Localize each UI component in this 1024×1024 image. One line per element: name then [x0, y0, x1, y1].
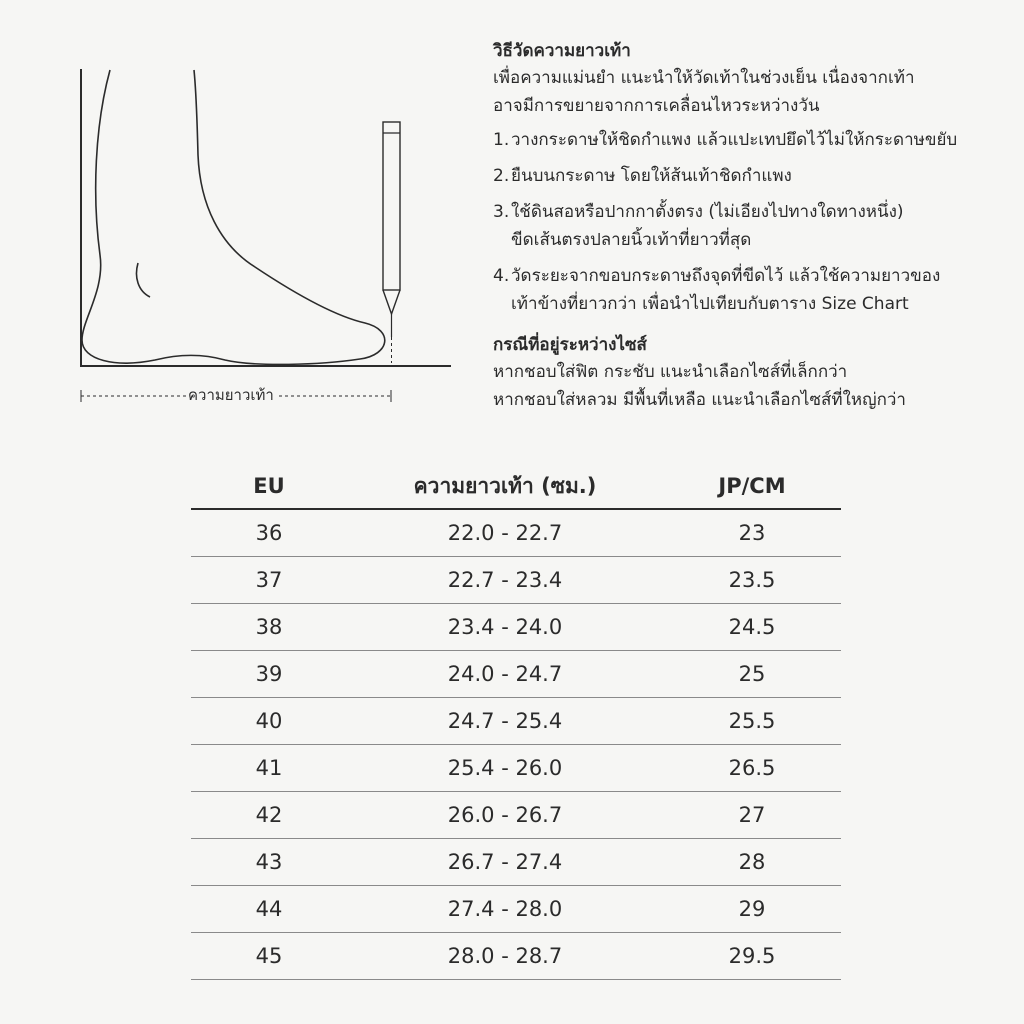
- foot-length-cell: 23.4 - 24.0: [347, 604, 663, 651]
- between-sizes-line: หากชอบใส่ฟิต กระชับ แนะนำเลือกไซส์ที่เล็กกว่า: [493, 362, 848, 382]
- steps-list: [493, 126, 993, 318]
- between-sizes-line: หากชอบใส่หลวม มีพื้นที่เหลือ แนะนำเลือกไซส์ที่ใหญ่กว่า: [493, 390, 906, 410]
- step-line: เท้าข้างที่ยาวกว่า เพื่อนำไปเทียบกับตาราง Size Chart: [511, 294, 909, 314]
- jp-cm-cell: 27: [663, 792, 841, 839]
- step-number: 1.: [493, 130, 510, 150]
- step-item: [493, 162, 993, 190]
- step-line: วางกระดาษให้ชิดกำแพง แล้วแปะเทปยึดไว้ไม่ให้กระดาษขยับ: [511, 130, 958, 150]
- intro-line: อาจมีการขยายจากการเคลื่อนไหวระหว่างวัน: [493, 96, 820, 116]
- table-row: [191, 604, 841, 651]
- eu-size-cell: 38: [191, 604, 347, 651]
- step-text: [511, 198, 993, 254]
- step-item: [493, 198, 993, 254]
- size-rows: [191, 509, 841, 980]
- foot-length-cell: 28.0 - 28.7: [347, 933, 663, 980]
- table-row: [191, 698, 841, 745]
- eu-size-cell: 42: [191, 792, 347, 839]
- eu-size-cell: 45: [191, 933, 347, 980]
- pencil-icon: [383, 122, 400, 337]
- step-line: ขีดเส้นตรงปลายนิ้วเท้าที่ยาวที่สุด: [511, 230, 752, 250]
- jp-cm-cell: 25.5: [663, 698, 841, 745]
- jp-cm-cell: 23.5: [663, 557, 841, 604]
- step-text: [511, 162, 993, 190]
- header-eu: EU: [191, 464, 347, 509]
- eu-size-cell: 40: [191, 698, 347, 745]
- foot-length-cell: 27.4 - 28.0: [347, 886, 663, 933]
- instructions-title: วิธีวัดความยาวเท้า: [493, 41, 631, 61]
- step-text: [511, 126, 993, 154]
- foot-diagram: [60, 55, 480, 415]
- step-line: ยืนบนกระดาษ โดยให้ส้นเท้าชิดกำแพง: [511, 166, 792, 186]
- header-jp-cm: JP/CM: [663, 464, 841, 509]
- jp-cm-cell: 24.5: [663, 604, 841, 651]
- foot-length-cell: 26.7 - 27.4: [347, 839, 663, 886]
- header-foot-length: ความยาวเท้า (ซม.): [347, 464, 663, 509]
- foot-length-cell: 22.0 - 22.7: [347, 509, 663, 557]
- jp-cm-cell: 28: [663, 839, 841, 886]
- between-sizes-title: กรณีที่อยู่ระหว่างไซส์: [493, 335, 647, 355]
- eu-size-cell: 39: [191, 651, 347, 698]
- step-number: 4.: [493, 266, 510, 286]
- table-header-row: [191, 464, 841, 509]
- eu-size-cell: 44: [191, 886, 347, 933]
- eu-size-cell: 37: [191, 557, 347, 604]
- eu-size-cell: 41: [191, 745, 347, 792]
- table-row: [191, 886, 841, 933]
- step-item: [493, 262, 993, 318]
- foot-length-cell: 24.0 - 24.7: [347, 651, 663, 698]
- foot-length-cell: 22.7 - 23.4: [347, 557, 663, 604]
- foot-length-label: ความยาวเท้า: [188, 386, 274, 404]
- foot-outline: [82, 70, 385, 364]
- between-sizes-section: [493, 332, 993, 414]
- step-text: [511, 262, 993, 318]
- eu-size-cell: 36: [191, 509, 347, 557]
- jp-cm-cell: 29.5: [663, 933, 841, 980]
- foot-length-cell: 26.0 - 26.7: [347, 792, 663, 839]
- measure-instructions: [493, 38, 993, 414]
- table-row: [191, 933, 841, 980]
- size-chart-table: [191, 464, 841, 980]
- step-line: วัดระยะจากขอบกระดาษถึงจุดที่ขีดไว้ แล้วใช้ความยาวของ: [511, 266, 941, 286]
- eu-size-cell: 43: [191, 839, 347, 886]
- step-line: ใช้ดินสอหรือปากกาตั้งตรง (ไม่เอียงไปทางใดทางหนึ่ง): [511, 202, 904, 222]
- jp-cm-cell: 29: [663, 886, 841, 933]
- step-item: [493, 126, 993, 154]
- ankle-bone-line: [137, 263, 151, 297]
- intro-line: เพื่อความแม่นยำ แนะนำให้วัดเท้าในช่วงเย็น เนื่องจากเท้า: [493, 68, 915, 88]
- table-row: [191, 557, 841, 604]
- step-number: 3.: [493, 202, 510, 222]
- jp-cm-cell: 25: [663, 651, 841, 698]
- table-row: [191, 509, 841, 557]
- foot-measure-illustration: [60, 55, 480, 415]
- table-row: [191, 651, 841, 698]
- foot-length-cell: 24.7 - 25.4: [347, 698, 663, 745]
- table-row: [191, 792, 841, 839]
- table-row: [191, 745, 841, 792]
- table-row: [191, 839, 841, 886]
- foot-length-cell: 25.4 - 26.0: [347, 745, 663, 792]
- step-number: 2.: [493, 166, 510, 186]
- jp-cm-cell: 26.5: [663, 745, 841, 792]
- jp-cm-cell: 23: [663, 509, 841, 557]
